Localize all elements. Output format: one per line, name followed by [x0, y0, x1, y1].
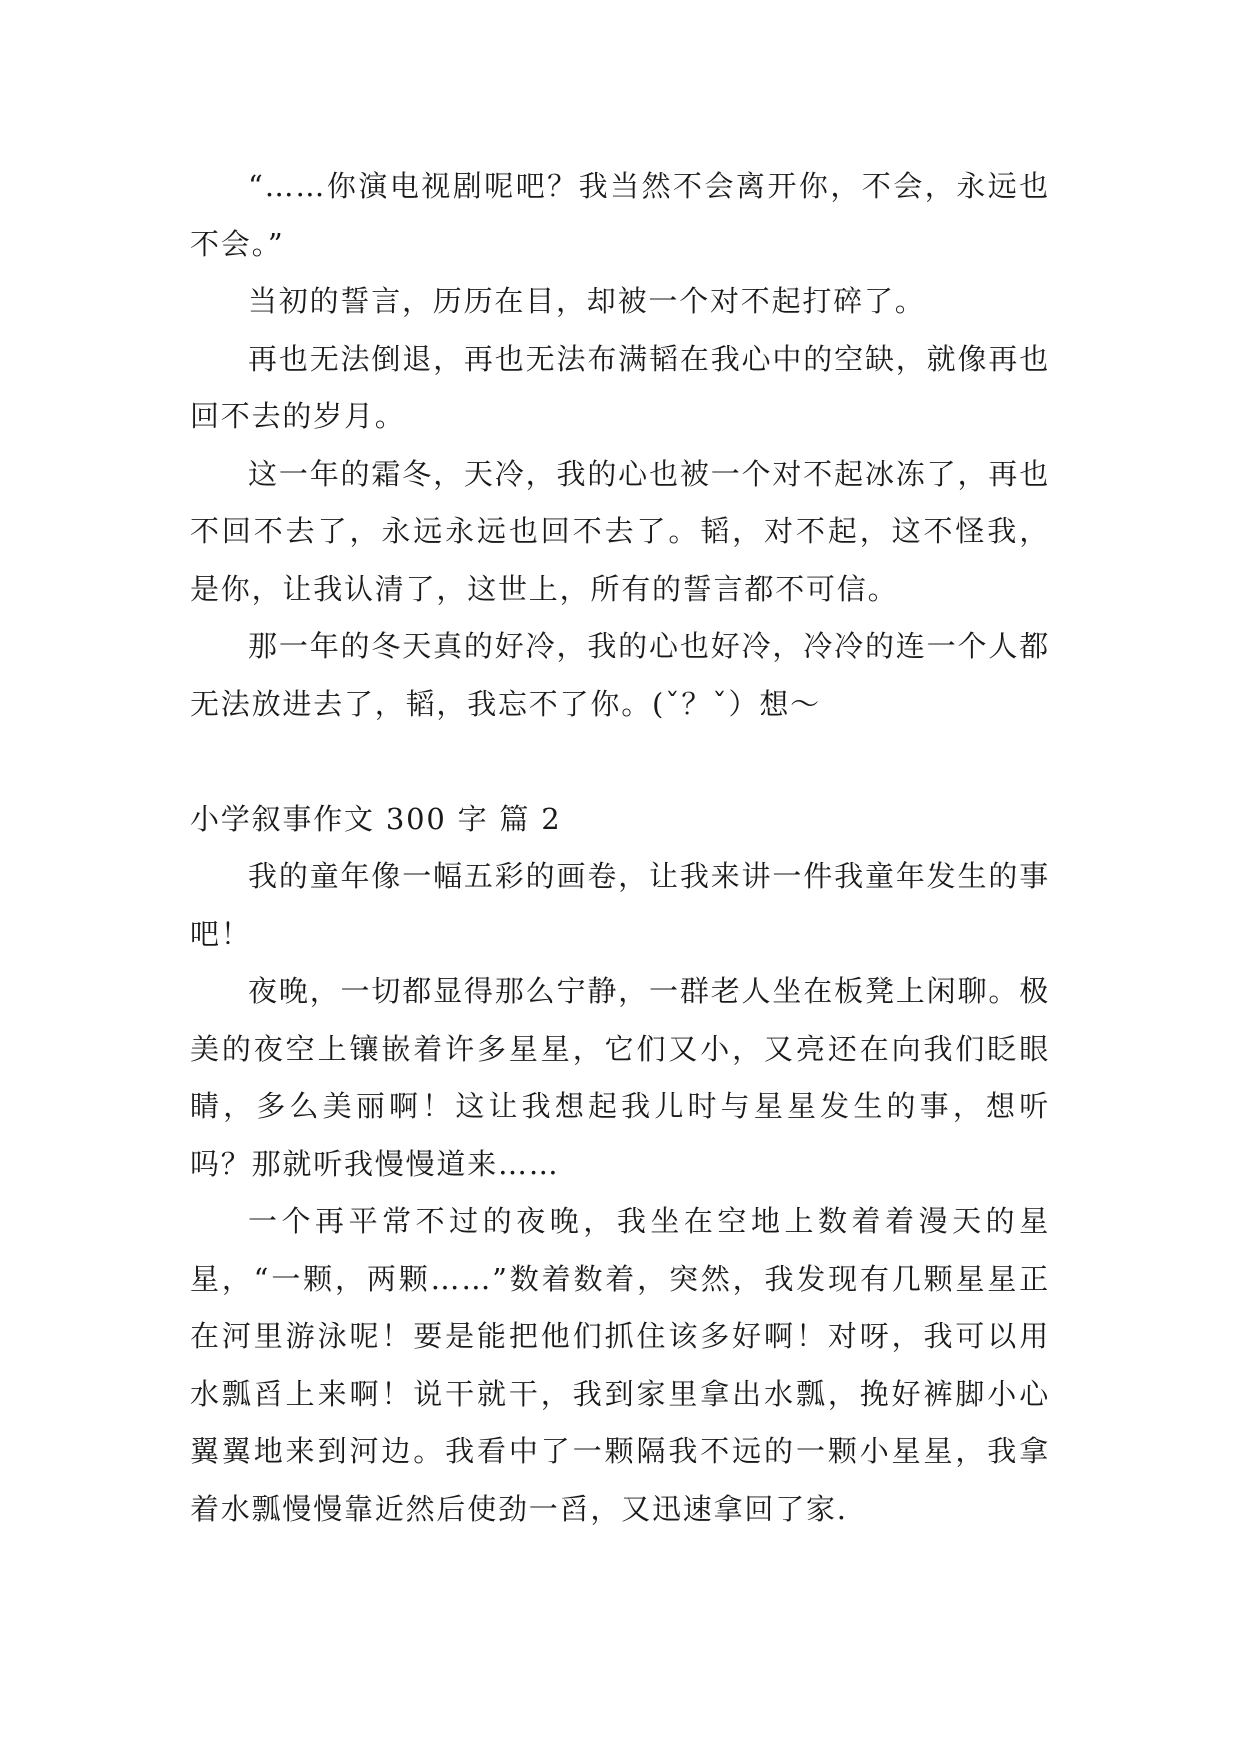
paragraph: “……你演电视剧呢吧？我当然不会离开你，不会，永远也不会。” [190, 169, 1050, 261]
paragraph: 我的童年像一幅五彩的画卷，让我来讲一件我童年发生的事吧！ [190, 859, 1050, 951]
paragraph: 那一年的冬天真的好冷，我的心也好冷，冷冷的连一个人都无法放进去了，韬，我忘不了你。(ˇ？ˇ）想～ [190, 629, 1050, 721]
paragraph: 夜晚，一切都显得那么宁静，一群老人坐在板凳上闲聊。极美的夜空上镶嵌着许多星星，它们又小，又亮还在向我们眨眼睛，多么美丽啊！这让我想起我儿时与星星发生的事，想听吗？那就听我慢慢道来…… [190, 974, 1050, 1181]
section-title: 小学叙事作文 300 字 篇 2 [190, 801, 562, 836]
paragraph: 当初的誓言，历历在目，却被一个对不起打碎了。 [248, 284, 926, 318]
paragraph: 一个再平常不过的夜晚，我坐在空地上数着着漫天的星星，“一颗，两颗……”数着数着，突然，我发现有几颗星星正在河里游泳呢！要是能把他们抓住该多好啊！对呀，我可以用水瓢舀上来啊！说干就干，我到家里拿出水瓢，挽好裤脚小心翼翼地来到河边。我看中了一颗隔我不远的一颗小星星，我拿着水瓢慢慢靠近然后使劲一舀，又迅速拿回了家. [190, 1204, 1050, 1526]
paragraph: 再也无法倒退，再也无法布满韬在我心中的空缺，就像再也回不去的岁月。 [190, 341, 1050, 433]
document-body [190, 158, 1050, 1538]
paragraph: 这一年的霜冬，天冷，我的心也被一个对不起冰冻了，再也不回不去了，永远永远也回不去了。韬，对不起，这不怪我，是你，让我认清了，这世上，所有的誓言都不可信。 [190, 456, 1050, 606]
